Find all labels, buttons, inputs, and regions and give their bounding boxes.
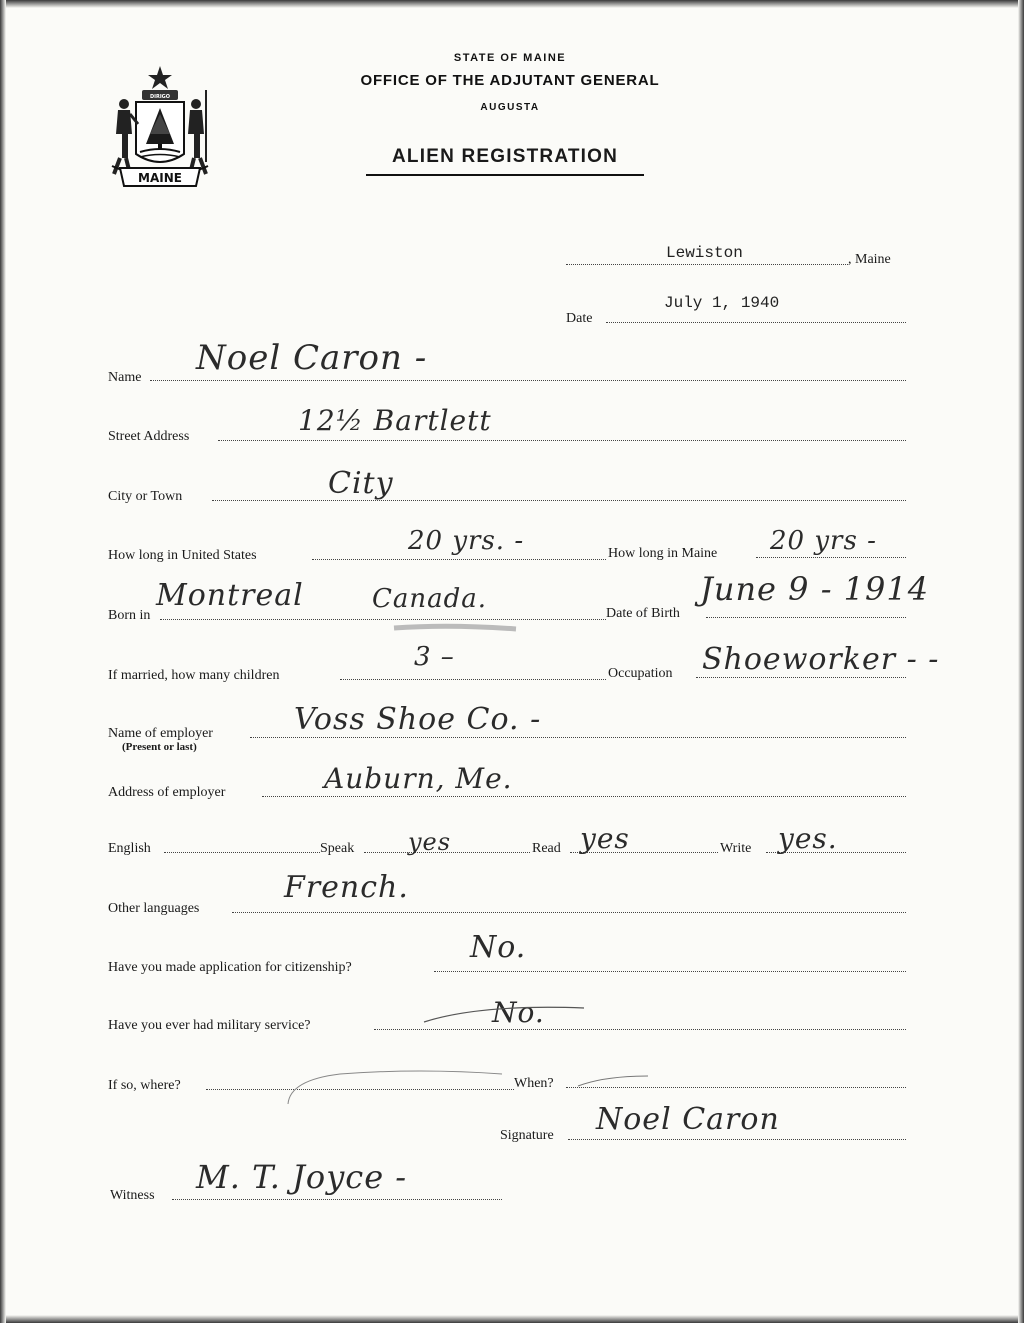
how-long-maine-line xyxy=(756,557,906,558)
date-line xyxy=(606,322,906,323)
speak-label: Speak xyxy=(320,841,355,856)
born-country-value: Canada. xyxy=(372,584,488,614)
military-pen-stroke xyxy=(420,1000,590,1028)
when-pen-stroke xyxy=(574,1070,654,1090)
date-of-birth-line xyxy=(706,617,906,618)
born-in-label: Born in xyxy=(108,608,151,623)
street-label: Street Address xyxy=(108,429,190,444)
title-underline xyxy=(366,174,644,176)
witness-line xyxy=(172,1199,502,1200)
english-line xyxy=(164,852,320,853)
employer-label: Name of employer xyxy=(108,726,213,741)
street-value: 12½ Bartlett xyxy=(298,404,492,437)
witness-label: Witness xyxy=(110,1188,155,1203)
seal-banner-text: MAINE xyxy=(138,171,182,185)
write-value: yes. xyxy=(778,822,838,855)
occupation-label: Occupation xyxy=(608,666,673,681)
signature-label: Signature xyxy=(500,1128,554,1143)
city-line xyxy=(212,500,906,501)
scan-edge-right xyxy=(1018,0,1024,1323)
military-line xyxy=(374,1029,906,1030)
occupation-line xyxy=(696,677,906,678)
witness-value: M. T. Joyce - xyxy=(196,1158,408,1196)
town-value: Lewiston xyxy=(666,244,743,262)
speak-value: yes xyxy=(408,828,452,856)
ink-smudge xyxy=(390,622,520,634)
employer-address-line xyxy=(262,796,906,797)
born-city-value: Montreal xyxy=(156,578,304,613)
name-label: Name xyxy=(108,370,142,385)
where-pen-stroke xyxy=(280,1064,510,1112)
children-value: 3 – xyxy=(414,642,455,672)
other-languages-line xyxy=(232,912,906,913)
date-label: Date xyxy=(566,311,593,326)
other-languages-value: French. xyxy=(284,870,409,905)
employer-line xyxy=(250,737,906,738)
street-line xyxy=(218,440,906,441)
form-title: ALIEN REGISTRATION xyxy=(391,146,619,167)
read-value: yes xyxy=(580,822,630,855)
maine-label: , Maine xyxy=(848,252,891,267)
date-of-birth-value: June 9 - 1914 xyxy=(700,570,930,608)
citizenship-label: Have you made application for citizenship? xyxy=(108,960,352,975)
name-line xyxy=(150,380,906,381)
employer-note: (Present or last) xyxy=(122,741,197,753)
state-of-maine-seal-icon xyxy=(106,62,214,192)
employer-value: Voss Shoe Co. - xyxy=(294,702,542,737)
children-line xyxy=(340,679,606,680)
name-value: Noel Caron - xyxy=(196,338,428,378)
how-long-us-value: 20 yrs. - xyxy=(408,526,525,556)
born-in-line xyxy=(160,619,606,620)
children-label: If married, how many children xyxy=(108,668,280,683)
how-long-us-label: How long in United States xyxy=(108,548,257,563)
svg-text:DIRIGO: DIRIGO xyxy=(149,94,171,100)
how-long-maine-label: How long in Maine xyxy=(608,546,718,561)
read-label: Read xyxy=(532,841,561,856)
city-label: City or Town xyxy=(108,489,183,504)
english-label: English xyxy=(108,841,151,856)
header-office: OFFICE OF THE ADJUTANT GENERAL xyxy=(360,72,660,89)
employer-address-label: Address of employer xyxy=(108,785,226,800)
how-long-maine-value: 20 yrs - xyxy=(770,526,877,556)
citizenship-value: No. xyxy=(470,930,527,965)
scan-edge-bottom xyxy=(0,1315,1024,1323)
if-so-where-label: If so, where? xyxy=(108,1078,181,1093)
how-long-us-line xyxy=(312,559,606,560)
town-line xyxy=(566,264,848,265)
citizenship-line xyxy=(434,971,906,972)
signature-line xyxy=(568,1139,906,1140)
employer-address-value: Auburn, Me. xyxy=(324,762,513,795)
when-label: When? xyxy=(514,1076,554,1091)
scan-edge-top xyxy=(0,0,1024,8)
header-city: AUGUSTA xyxy=(480,102,540,113)
military-label: Have you ever had military service? xyxy=(108,1018,311,1033)
military-value: No. xyxy=(492,996,545,1029)
date-value: July 1, 1940 xyxy=(664,294,780,312)
occupation-value: Shoeworker - - xyxy=(702,642,940,677)
header-state: STATE OF MAINE xyxy=(453,52,567,64)
write-label: Write xyxy=(720,841,752,856)
scan-edge-left xyxy=(0,0,6,1323)
city-value: City xyxy=(328,466,394,501)
date-of-birth-label: Date of Birth xyxy=(606,606,680,621)
other-languages-label: Other languages xyxy=(108,901,200,916)
signature-value: Noel Caron xyxy=(596,1102,780,1137)
